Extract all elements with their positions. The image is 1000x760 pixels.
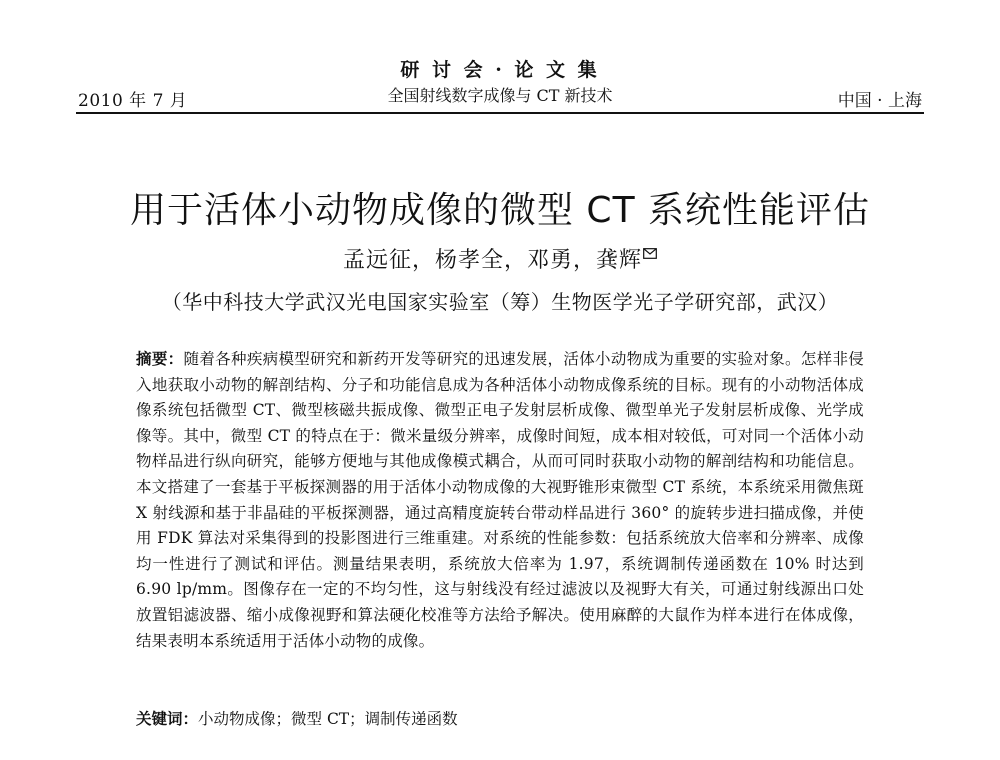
header-center (340, 58, 660, 108)
header-rule (76, 112, 924, 114)
paper-title: 用于活体小动物成像的微型 CT 系统性能评估 (129, 190, 870, 231)
header-date: 2010 年 7 月 (78, 91, 188, 111)
header-location: 中国 · 上海 (837, 91, 922, 111)
affiliation: （华中科技大学武汉光电国家实验室（筹）生物医学光子学研究部，武汉） (161, 290, 839, 314)
abstract-label: 摘要： (136, 349, 184, 368)
abstract (136, 346, 864, 654)
authors: 孟远征，杨孝全，邓勇，龚辉 (342, 248, 642, 273)
keywords-text: 小动物成像；微型 CT；调制传递函数 (198, 710, 458, 728)
keywords-label: 关键词： (136, 709, 199, 728)
header-conference: 全国射线数字成像与 CT 新技术 (387, 86, 613, 105)
header-series: 研 讨 会 · 论 文 集 (400, 59, 600, 81)
keywords (136, 706, 864, 732)
envelope-icon (643, 248, 657, 259)
abstract-text: 随着各种疾病模型研究和新药开发等研究的迅速发展，活体小动物成为重要的实验对象。怎样非侵入地获取小动物的解剖结构、分子和功能信息成为各种活体小动物成像系统的目标。现有的小动物活体成像系统包括微型 CT、微型核磁共振成像、微型正电子发射层析成像、微型单光子发射层析成像、光学成像等。其中，微型 CT 的特点在于：微米量级分辨率，成像时间短，成本相对较低，可对同一个活体小动物样品进行纵向研究，能够方便地与其他成像模式耦合，从而可同时获取小动物的解剖结构和功能信息。本文搭建了一套基于平板探测器的用于活体小动物成像的大视野锥形束微型 CT 系统，本系统采用微焦斑 X 射线源和基于非晶硅的平板探测器，通过高精度旋转台带动样品进行 360° 的旋转步进扫描成像，并使用 FDK 算法对采集得到的投影图进行三维重建。对系统的性能参数：包括系统放大倍率和分辨率、成像均一性进行了测试和评估。测量结果表明，系统放大倍率为 1.97，系统调制传递函数在 10% 时达到 6.90 lp/mm。图像存在一定的不均匀性，这与射线没有经过滤波以及视野大有关，可通过射线源出口处放置铝滤波器、缩小成像视野和算法硬化校准等方法给予解决。使用麻醉的大鼠作为样本进行在体成像，结果表明本系统适用于活体小动物的成像。 (136, 350, 864, 650)
author-line (60, 246, 940, 276)
